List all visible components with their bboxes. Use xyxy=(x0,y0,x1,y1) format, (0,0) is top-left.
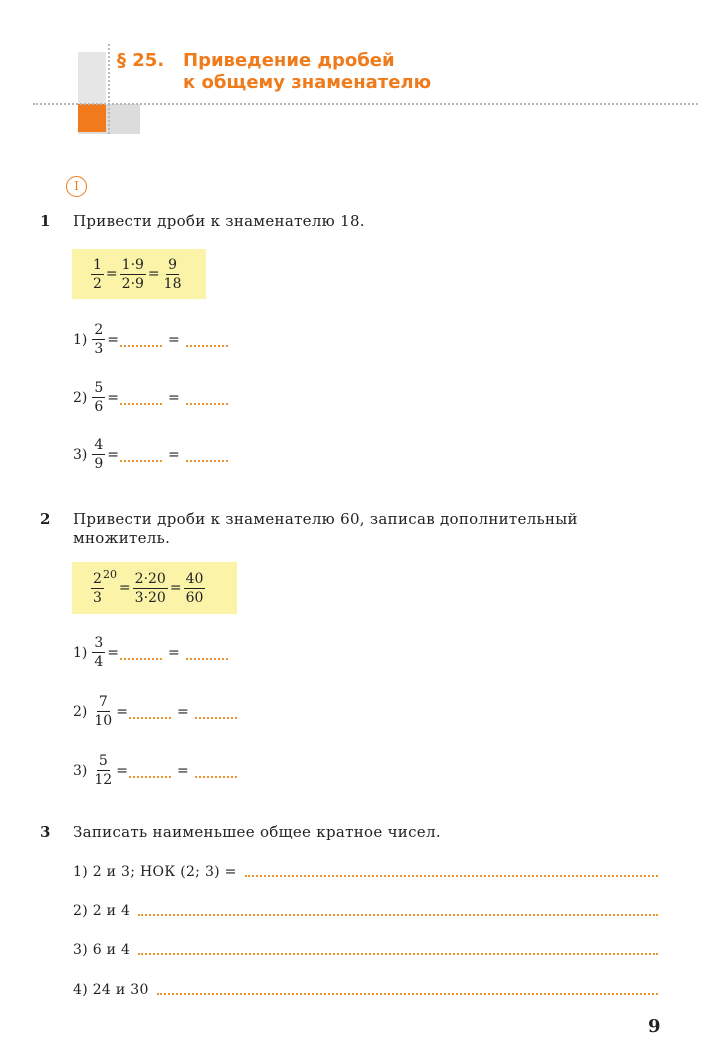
level-marker-icon: I xyxy=(66,176,87,197)
task2-item-2[interactable]: 2) $\frac{7}{10}$ = = xyxy=(73,694,237,729)
answer-blank[interactable] xyxy=(120,403,162,405)
additional-factor: 20 xyxy=(103,567,117,581)
title-line2: к общему знаменателю xyxy=(183,72,432,93)
answer-blank[interactable] xyxy=(138,953,658,955)
answer-blank[interactable] xyxy=(120,658,162,660)
answer-blank[interactable] xyxy=(186,460,228,462)
task2-text-line2: множитель. xyxy=(73,529,171,547)
task1-item-1[interactable]: 1) $\frac{2}{3}$ = = xyxy=(73,322,228,357)
example-fraction: $\frac{2\cdot 20}{3\cdot 20}$ xyxy=(134,570,166,606)
answer-blank[interactable] xyxy=(186,658,228,660)
task2-number: 2 xyxy=(40,510,51,528)
answer-blank[interactable] xyxy=(186,403,228,405)
page-number: 9 xyxy=(648,1016,661,1037)
task2-example: 2 3 20 = $\frac{2\cdot 20}{3\cdot 20}$ = $\frac{40}{60}$ xyxy=(72,562,237,614)
task2-item-3[interactable]: 3) $\frac{5}{12}$ = = xyxy=(73,753,237,788)
answer-blank[interactable] xyxy=(120,345,162,347)
task1-item-3[interactable]: 3) $\frac{4}{9}$ = = xyxy=(73,437,228,472)
example-fraction: 2 3 20 xyxy=(93,567,117,606)
task2-text-line1: Привести дроби к знаменателю 60, записав дополнительный xyxy=(73,510,578,528)
answer-blank[interactable] xyxy=(195,776,237,778)
task2-item-1[interactable]: 1) $\frac{3}{4}$ = = xyxy=(73,635,228,670)
task3-item-3[interactable]: 3) 6 и 4 xyxy=(73,942,658,958)
answer-blank[interactable] xyxy=(245,875,658,877)
section-number: § 25. xyxy=(117,50,165,71)
task3-item-4[interactable]: 4) 24 и 30 xyxy=(73,982,658,998)
task2-text xyxy=(73,510,663,548)
task1-text: Привести дроби к знаменателю 18. xyxy=(73,212,365,230)
task3-item-1[interactable]: 1) 2 и 3; НОК (2; 3) = xyxy=(73,864,658,880)
example-fraction: $\frac{1}{2}$ xyxy=(93,256,102,292)
header-orange-square xyxy=(78,104,106,132)
example-fraction: $\frac{1\cdot 9}{2\cdot 9}$ xyxy=(121,256,144,292)
section-title xyxy=(117,50,431,94)
answer-blank[interactable] xyxy=(138,914,658,916)
task3-item-2[interactable]: 2) 2 и 4 xyxy=(73,903,658,919)
example-fraction: $\frac{9}{18}$ xyxy=(163,256,182,292)
task1-item-2[interactable]: 2) $\frac{5}{6}$ = = xyxy=(73,380,228,415)
task1-number: 1 xyxy=(40,212,51,230)
header-vertical-dotted-line xyxy=(108,44,110,134)
answer-blank[interactable] xyxy=(157,993,658,995)
header-horizontal-dotted-line xyxy=(33,103,698,105)
task3-number: 3 xyxy=(40,823,51,841)
example-fraction: $\frac{40}{60}$ xyxy=(185,570,204,606)
task3-text: Записать наименьшее общее кратное чисел. xyxy=(73,823,441,841)
answer-blank[interactable] xyxy=(120,460,162,462)
answer-blank[interactable] xyxy=(129,776,171,778)
task1-example: $\frac{1}{2}$ = $\frac{1\cdot 9}{2\cdot 9}$ = $\frac{9}{18}$ xyxy=(72,249,206,299)
answer-blank[interactable] xyxy=(186,345,228,347)
answer-blank[interactable] xyxy=(129,717,171,719)
answer-blank[interactable] xyxy=(195,717,237,719)
title-line1: Приведение дробей xyxy=(183,50,395,71)
header-gray-block xyxy=(78,52,106,104)
